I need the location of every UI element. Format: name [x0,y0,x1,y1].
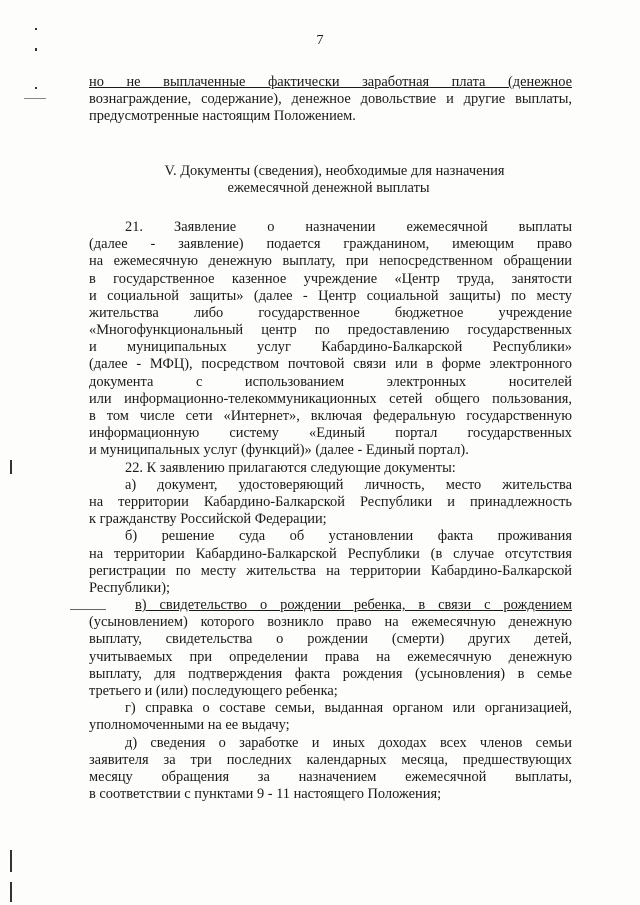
text-line: предусмотренные настоящим Положением. [89,108,356,125]
text-line: третьего и (или) последующего ребенка; [89,683,338,700]
text-line: (далее - заявление) подается гражданином, имеющим право [89,236,572,253]
text-line: вознаграждение, содержание), денежное довольствие и другие выплаты, [89,91,572,108]
text-line: в) свидетельство о рождении ребенка, в связи с рождением [135,597,572,614]
section-title-line: ежемесячной денежной выплаты [227,179,430,196]
text-line: жительства либо государственное бюджетное учреждение [89,304,572,321]
scan-mark [10,850,12,872]
item-d [89,735,572,804]
text-line: (усыновлением) которого возникло право на ежемесячную денежную [89,614,572,631]
text-line: и муниципальных услуг Кабардино-Балкарской Республики» [89,339,572,356]
page-number: 7 [316,33,324,48]
item-v [89,597,572,700]
text-line: г) справка о составе семьи, выданная органом или организацией, [125,700,572,717]
page-content [89,74,572,803]
text-line: д) сведения о заработке и иных доходах всех членов семьи [125,734,572,751]
scan-mark [35,48,37,51]
text-line: в соответствии с пунктами 9 - 11 настоящего Положения; [89,786,442,803]
item-g [89,700,572,734]
text-line: заявителя за три последних календарных месяца, предшествующих [89,751,572,768]
item-a [89,477,572,529]
text-line: документа с использованием электронных носителей [89,373,572,390]
section-title-line: V. Документы (сведения), необходимые для назначения [164,162,505,179]
text-line: «Многофункциональный центр по предоставлению государственных [89,322,572,339]
text-line: на территории Кабардино-Балкарской Республики (в случае отсутствия [89,545,572,562]
scan-mark [24,98,46,99]
paragraph-22 [89,460,572,804]
text-line: в государственное казенное учреждение «Центр труда, занятости [89,270,572,287]
continuation-paragraph [89,74,572,126]
text-line: б) решение суда об установлении факта проживания [125,528,572,545]
scan-mark [10,882,12,902]
section-heading [89,163,572,197]
text-line: 21. Заявление о назначении ежемесячной выплаты [125,218,572,235]
text-line: выплату, для подтверждения факта рождения (усыновления) в семье [89,665,572,682]
text-line: месяцу обращения за назначением ежемесячной выплаты, [89,768,572,785]
text-line: регистрации по месту жительства на территории Кабардино-Балкарской [89,562,572,579]
text-line: 22. К заявлению прилагаются следующие документы: [125,459,456,476]
scan-mark [35,87,37,89]
text-line: Республики); [89,579,170,596]
item-b [89,528,572,597]
text-line: выплату, свидетельства о рождении (смерти) других детей, [89,631,572,648]
text-line: в том числе сети «Интернет», включая федеральную государственную [89,408,572,425]
text-line: (далее - МФЦ), посредством почтовой связи или в форме электронного [89,356,572,373]
text-line: и социальной защиты» (далее - Центр социальной защиты) по месту [89,287,572,304]
text-line: учитываемых при определении права на ежемесячную денежную [89,648,572,665]
text-line: на ежемесячную денежную выплату, при непосредственном обращении [89,253,572,270]
text-line: и муниципальных услуг (функций)» (далее - Единый портал). [89,442,469,459]
scan-mark [10,460,12,474]
text-line: а) документ, удостоверяющий личность, место жительства [125,476,572,493]
text-line: но не выплаченные фактически заработная плата (денежное [89,74,572,90]
text-line: к гражданству Российской Федерации; [89,511,327,528]
text-line: или информационно-телекоммуникационных сетей общего пользования, [89,390,572,407]
text-line: на территории Кабардино-Балкарской Республики и принадлежность [89,493,572,510]
text-line: уполномоченными на ее выдачу; [89,717,290,734]
scan-mark [35,28,37,30]
text-line: информационную систему «Единый портал государственных [89,425,572,442]
paragraph-21 [89,219,572,460]
